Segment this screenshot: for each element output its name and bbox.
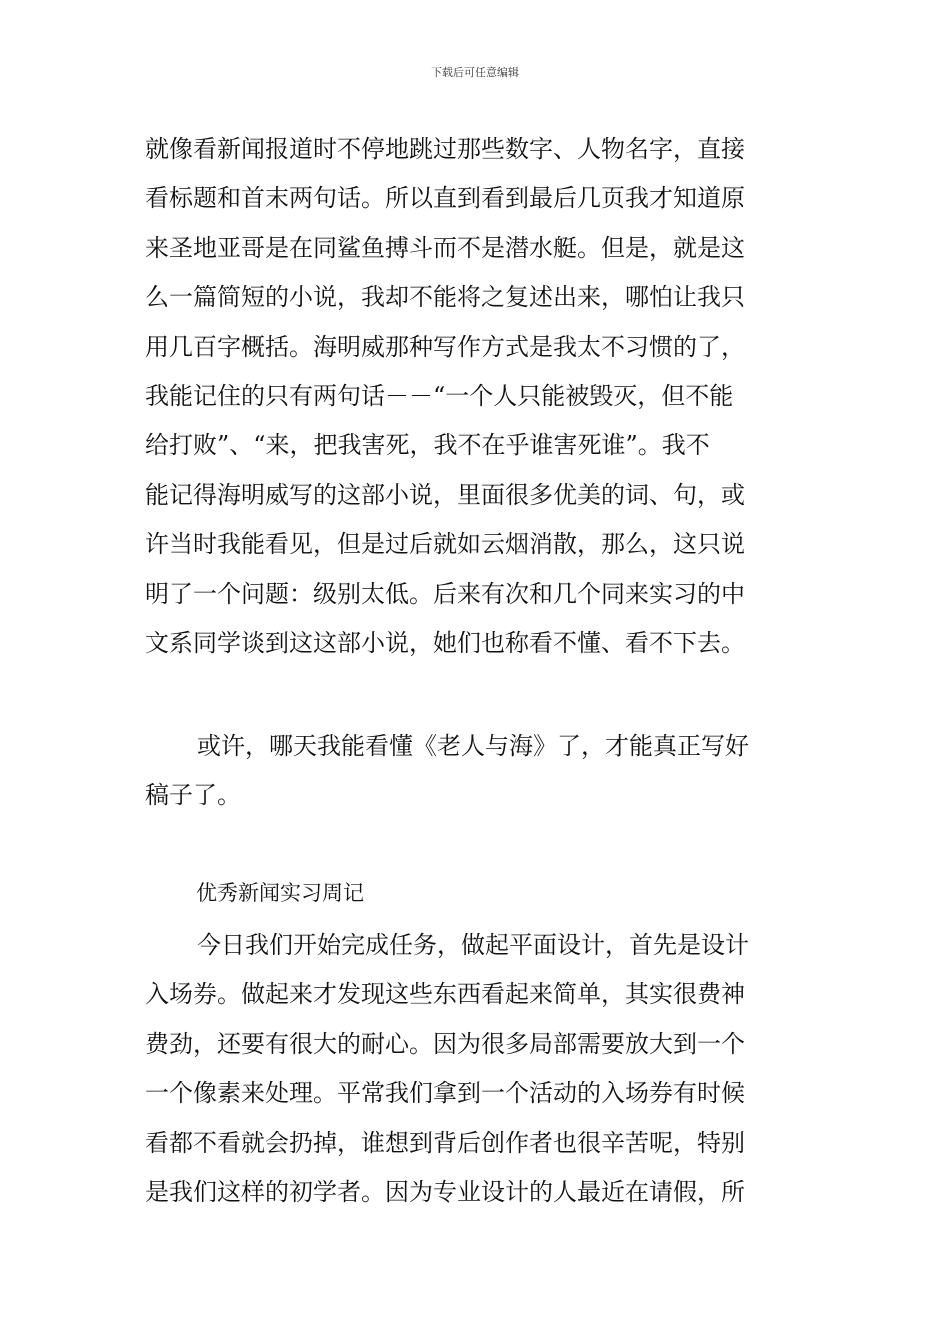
paragraph-line: 就像看新闻报道时不停地跳过那些数字、人物名字，直接 <box>145 135 745 163</box>
paragraph-line: 许当时我能看见，但是过后就如云烟消散，那么，这只说 <box>145 530 745 559</box>
paragraph-line: 一个像素来处理。平常我们拿到一个活动的入场券有时候 <box>145 1079 745 1108</box>
section-title: 优秀新闻实习周记 <box>196 881 364 905</box>
paragraph-line: 是我们这样的初学者。因为专业设计的人最近在请假，所 <box>145 1177 745 1206</box>
paragraph-line: 我能记住的只有两句话－－“一个人只能被毁灭，但不能 <box>145 381 734 410</box>
paragraph-line: 看标题和首末两句话。所以直到看到最后几页我才知道原 <box>145 184 745 213</box>
paragraph-line: 给打败”、“来，把我害死，我不在乎谁害死谁”。我不 <box>145 431 710 460</box>
paragraph-line: 明了一个问题：级别太低。后来有次和几个同来实习的中 <box>145 579 745 608</box>
paragraph-1 <box>145 125 810 668</box>
paragraph-line: 入场券。做起来才发现这些东西看起来简单，其实很费神 <box>145 980 745 1009</box>
paragraph-line: 看都不看就会扔掉，谁想到背后创作者也很辛苦呢，特别 <box>145 1128 745 1157</box>
paragraph-2 <box>145 722 810 821</box>
paragraph-line: 来圣地亚哥是在同鲨鱼搏斗而不是潜水艇。但是，就是这 <box>145 233 745 262</box>
paragraph-line: 稿子了。 <box>145 781 241 810</box>
paragraph-line: 或许，哪天我能看懂《老人与海》了，才能真正写好 <box>197 732 749 760</box>
page-header-note: 下载后可任意编辑 <box>431 66 519 79</box>
paragraph-line: 今日我们开始完成任务，做起平面设计，首先是设计 <box>197 931 749 959</box>
paragraph-3 <box>145 921 810 1217</box>
paragraph-line: 文系同学谈到这这部小说，她们也称看不懂、看不下去。 <box>145 628 745 657</box>
paragraph-line: 么一篇简短的小说，我却不能将之复述出来，哪怕让我只 <box>145 283 745 312</box>
paragraph-line: 费劲，还要有很大的耐心。因为很多局部需要放大到一个 <box>145 1029 745 1058</box>
paragraph-line: 用几百字概括。海明威那种写作方式是我太不习惯的了， <box>145 332 745 361</box>
paragraph-line: 能记得海明威写的这部小说，里面很多优美的词、句，或 <box>145 480 745 509</box>
